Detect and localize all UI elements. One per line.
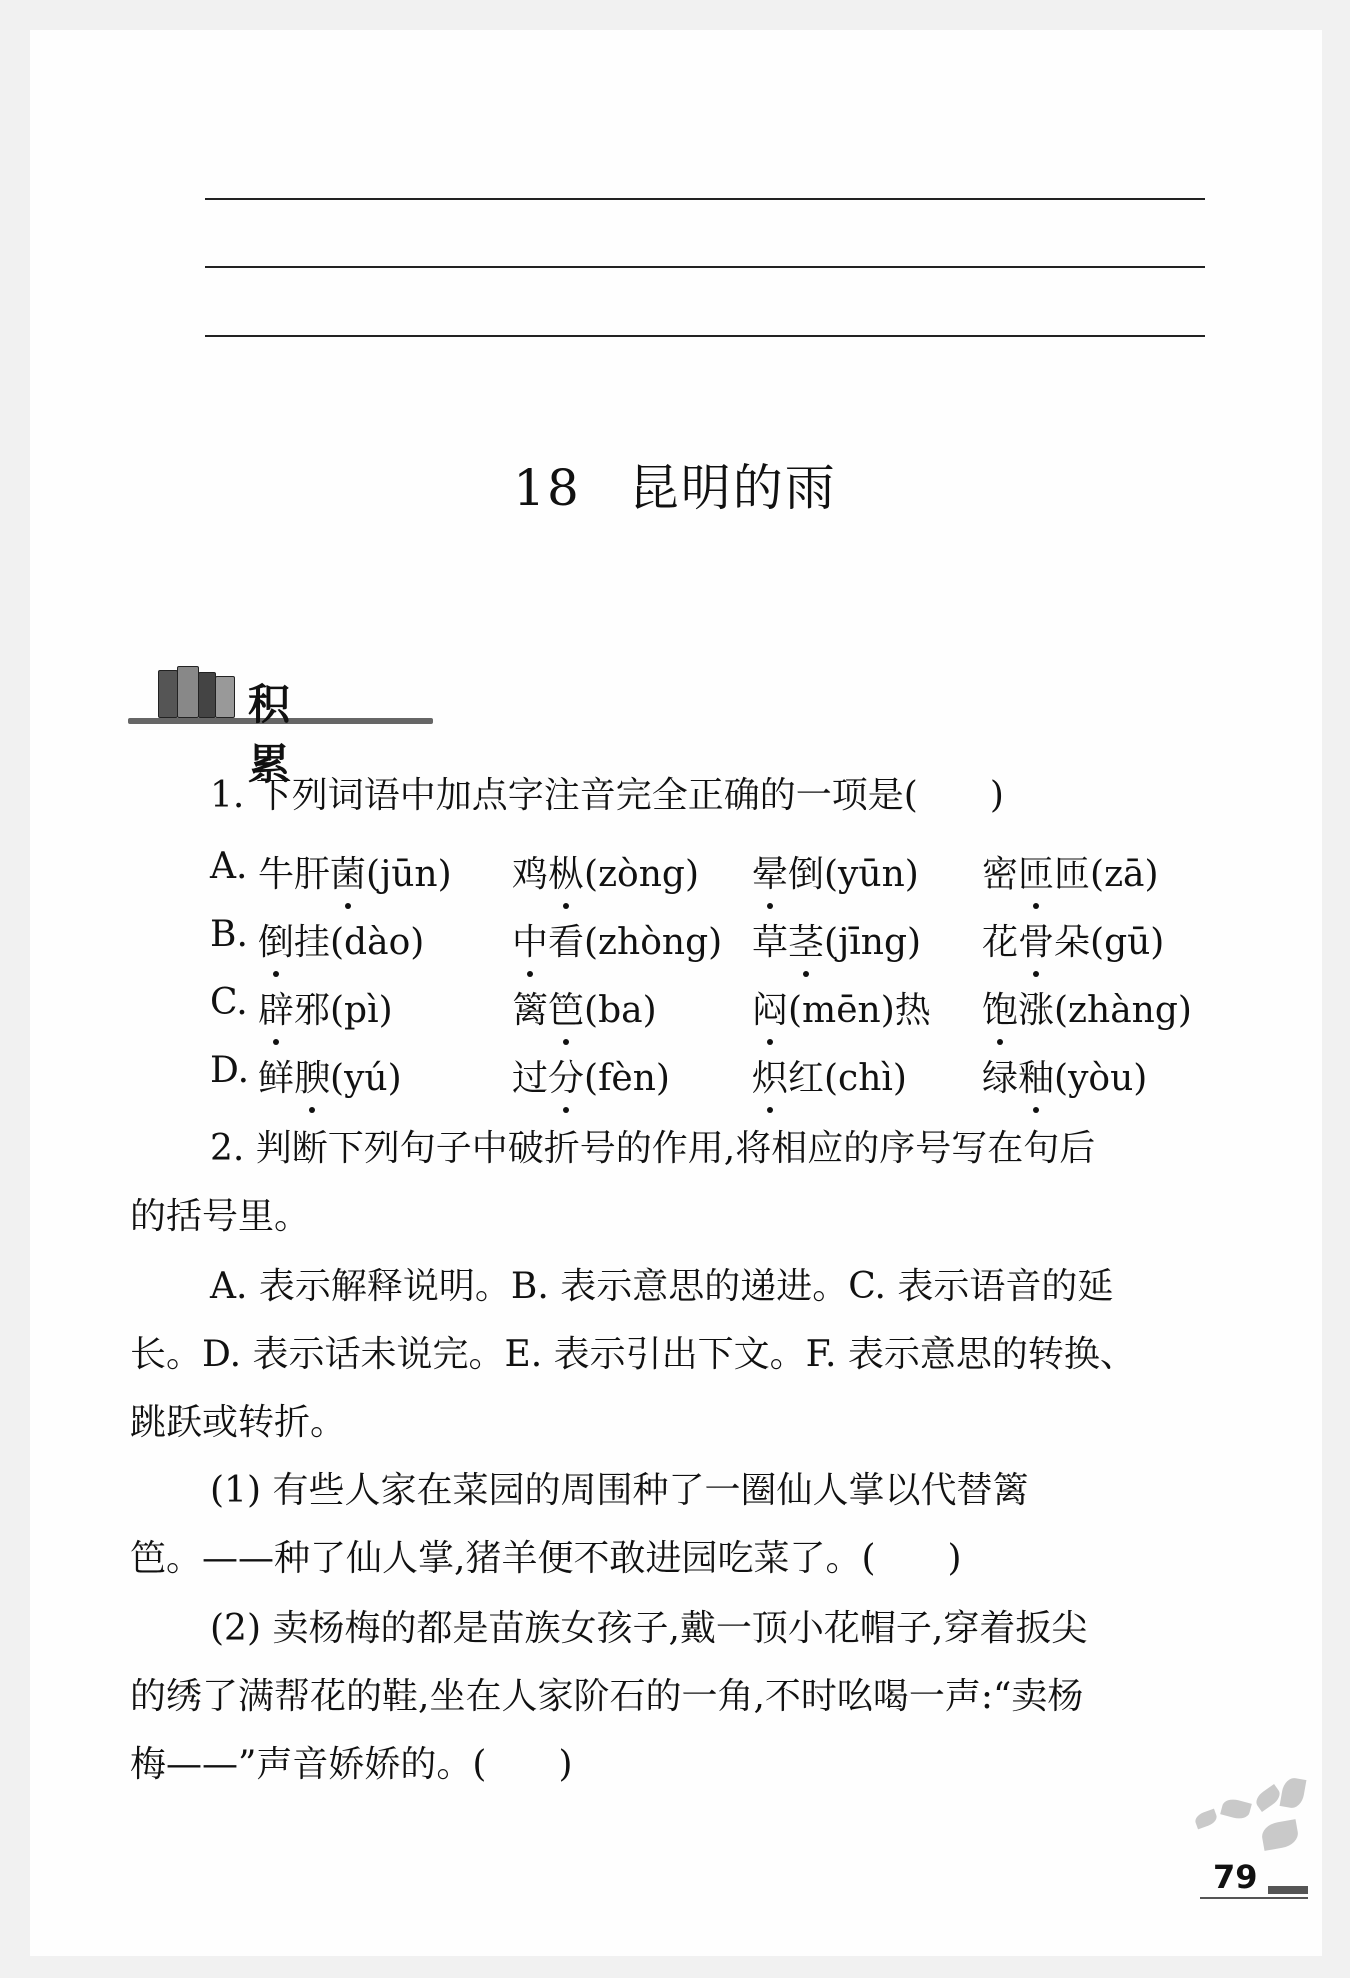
- q2-sentence2-line2: 的绣了满帮花的鞋,坐在人家阶石的一角,不时吆喝一声:“卖杨: [130, 1676, 1084, 1717]
- q1-option-letter: C.: [210, 982, 248, 1023]
- dotted-character: 茎: [788, 914, 824, 965]
- dotted-character: 炽: [752, 1050, 788, 1101]
- item-pinyin: 涨(zhàng): [1018, 990, 1192, 1031]
- item-pinyin: (yòu): [1054, 1058, 1148, 1099]
- q2-sentence1-line1: (1) 有些人家在菜园的周围种了一圈仙人掌以代替篱: [210, 1470, 1029, 1511]
- section-header: [128, 660, 438, 789]
- q2-stem-line1: 2. 判断下列句子中破折号的作用,将相应的序号写在句后: [210, 1128, 1096, 1169]
- dotted-character: 腴: [294, 1050, 330, 1101]
- q1-option-item: [258, 982, 393, 1033]
- dotted-character: 闷: [752, 982, 788, 1033]
- q1-option-letter: D.: [210, 1050, 250, 1091]
- q1-option-item: [982, 914, 1164, 965]
- q1-option-item: [512, 982, 657, 1033]
- q1-option-item: [512, 1050, 670, 1101]
- item-pinyin: (mēn)热: [788, 990, 931, 1031]
- page-number: 79: [1213, 1858, 1258, 1896]
- page-number-bar: [1268, 1886, 1308, 1894]
- item-pinyin: 倒(yūn): [788, 854, 919, 895]
- item-prefix: 鸡: [512, 854, 549, 895]
- q1-option-letter: A.: [210, 846, 248, 887]
- item-prefix: 绿: [982, 1058, 1019, 1099]
- q1-option-item: [512, 914, 722, 965]
- item-prefix: 草: [752, 922, 789, 963]
- q1-option-item: [982, 846, 1159, 897]
- lesson-title: [0, 448, 1350, 520]
- dotted-character: 饱: [982, 982, 1018, 1033]
- item-pinyin: (zòng): [584, 854, 699, 895]
- item-pinyin: (ba): [584, 990, 657, 1031]
- q1-option-item: [512, 846, 699, 897]
- dotted-character: 枞: [548, 846, 584, 897]
- section-label: 积 累: [248, 680, 331, 789]
- page-number-line: [1200, 1897, 1308, 1899]
- dotted-character: 菌: [330, 846, 366, 897]
- dotted-character: 匝: [1018, 846, 1054, 897]
- q1-option-item: [982, 982, 1192, 1033]
- item-prefix: 牛肝: [258, 854, 331, 895]
- item-prefix: 鲜: [258, 1058, 295, 1099]
- item-prefix: 过: [512, 1058, 549, 1099]
- dotted-character: 中: [512, 914, 548, 965]
- q2-choices-line2: 长。D. 表示话未说完。E. 表示引出下文。F. 表示意思的转换、: [130, 1334, 1136, 1375]
- dotted-character: 辟: [258, 982, 294, 1033]
- lesson-title-text: 昆明的雨: [628, 459, 837, 517]
- q2-sentence2-line3: 梅——”声音娇娇的。( ): [130, 1744, 573, 1785]
- answer-line-3[interactable]: [205, 335, 1205, 337]
- q1-option-item: [258, 914, 424, 965]
- q1-option-item: [982, 1050, 1147, 1101]
- item-pinyin: 朵(gū): [1054, 922, 1165, 963]
- dotted-character: 釉: [1018, 1050, 1054, 1101]
- q2-stem-line2: 的括号里。: [130, 1196, 311, 1237]
- lesson-number: 18: [513, 459, 581, 517]
- item-pinyin: 挂(dào): [294, 922, 425, 963]
- q1-option-item: [752, 914, 921, 965]
- dotted-character: 分: [548, 1050, 584, 1101]
- item-prefix: 密: [982, 854, 1019, 895]
- item-pinyin: 红(chì): [788, 1058, 907, 1099]
- item-pinyin: (fèn): [584, 1058, 670, 1099]
- item-pinyin: 邪(pì): [294, 990, 393, 1031]
- answer-line-1[interactable]: [205, 198, 1205, 200]
- item-pinyin: 看(zhòng): [548, 922, 723, 963]
- answer-line-2[interactable]: [205, 266, 1205, 268]
- q1-option-item: [752, 982, 931, 1033]
- item-pinyin: (yú): [330, 1058, 402, 1099]
- dotted-character: 骨: [1018, 914, 1054, 965]
- dotted-character: 晕: [752, 846, 788, 897]
- dotted-character: 倒: [258, 914, 294, 965]
- q2-choices-line1: A. 表示解释说明。B. 表示意思的递进。C. 表示语音的延: [210, 1266, 1114, 1307]
- q1-stem: 1. 下列词语中加点字注音完全正确的一项是( ): [210, 775, 1004, 816]
- item-prefix: 花: [982, 922, 1019, 963]
- item-prefix: 篱: [512, 990, 549, 1031]
- q1-option-letter: B.: [210, 914, 248, 955]
- q2-sentence1-line2: 笆。——种了仙人掌,猪羊便不敢进园吃菜了。( ): [130, 1538, 962, 1579]
- item-pinyin: (jīng): [824, 922, 922, 963]
- item-pinyin: (jūn): [366, 854, 452, 895]
- q1-option-item: [752, 846, 919, 897]
- q1-option-item: [258, 1050, 402, 1101]
- q2-sentence2-line1: (2) 卖杨梅的都是苗族女孩子,戴一顶小花帽子,穿着扳尖: [210, 1608, 1088, 1649]
- q1-option-item: [258, 846, 452, 897]
- q1-option-item: [752, 1050, 907, 1101]
- item-pinyin: 匝(zā): [1054, 854, 1159, 895]
- dotted-character: 笆: [548, 982, 584, 1033]
- q2-choices-line3: 跳跃或转折。: [130, 1402, 347, 1443]
